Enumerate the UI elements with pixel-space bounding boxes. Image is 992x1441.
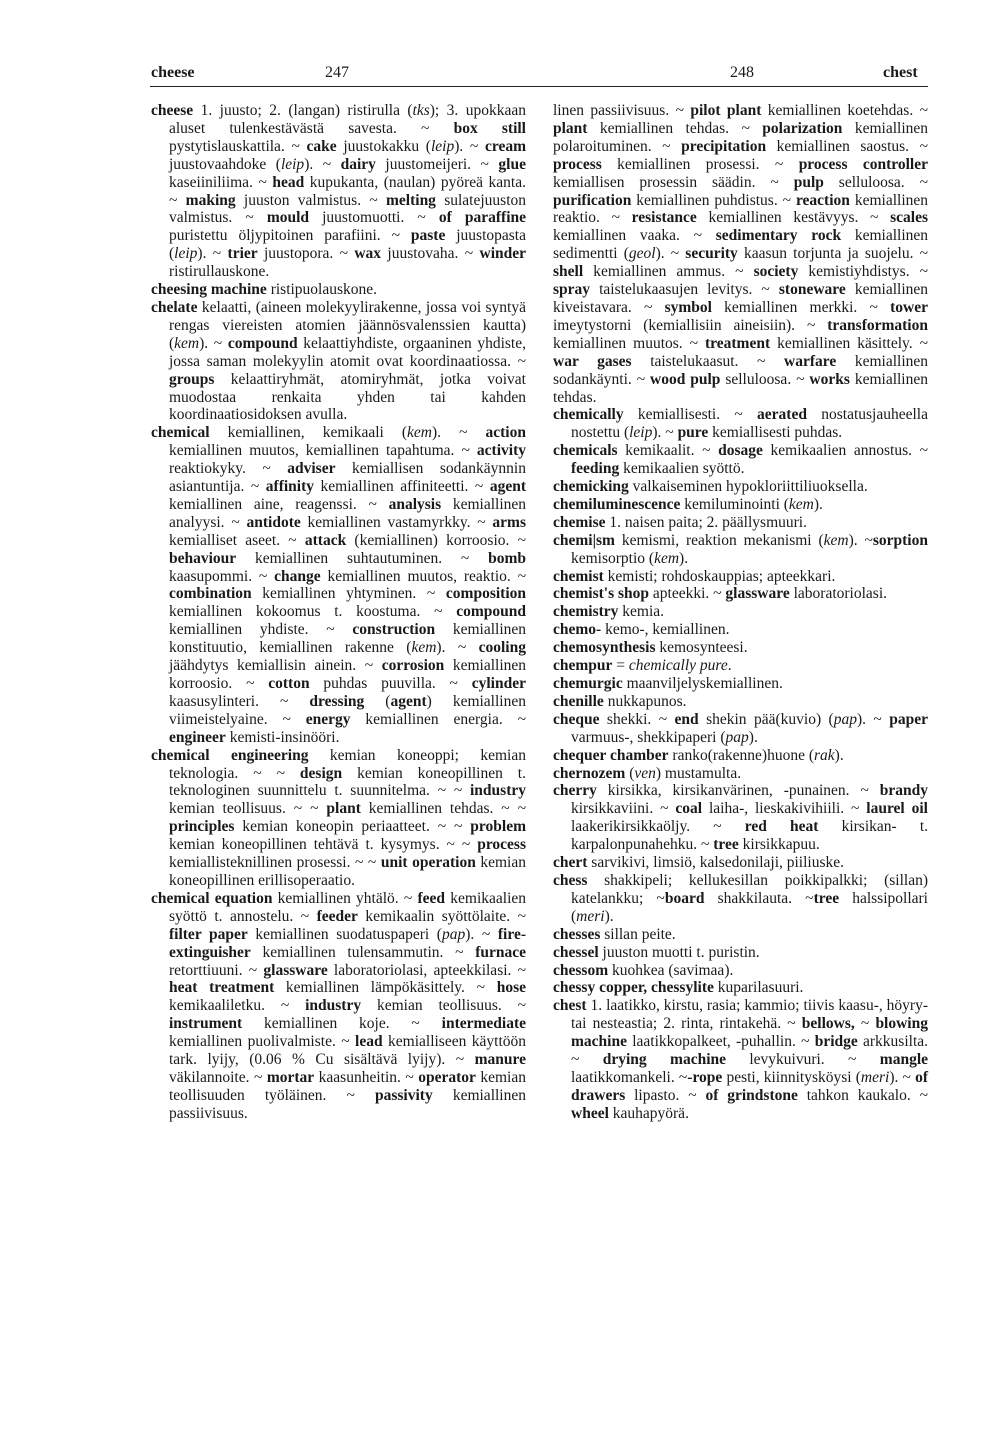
dictionary-entry: chenille nukkapunos. xyxy=(553,692,687,710)
dictionary-entry: cheesing machine ristipuolauskone. xyxy=(151,281,378,299)
dictionary-entry: chessy copper, chessylite kuparilasuuri. xyxy=(553,979,804,997)
right-guide-word: chest xyxy=(883,64,918,81)
dictionary-entry: chequer chamber ranko(rakenne)huone (rak). xyxy=(553,746,844,764)
dictionary-entry: chemi|sm kemismi, reaktion mekanismi (kem). ~sorption kemisorptio (kem). xyxy=(553,531,928,567)
right-page-number: 248 xyxy=(730,64,754,81)
dictionary-entry: cheque shekki. ~ end shekin pää(kuvio) (pap). ~ paper varmuus-, shekkipaperi (pap). xyxy=(553,710,928,746)
dictionary-entry: chemo- kemo-, kemiallinen. xyxy=(553,621,730,639)
dictionary-entry: chert sarvikivi, limsiö, kalsedonilaji, piiliuske. xyxy=(553,854,845,872)
dictionary-entry: chemosynthesis kemosynteesi. xyxy=(553,639,748,657)
dictionary-entry: chemiluminescence kemiluminointi (kem). xyxy=(553,495,823,513)
dictionary-entry: chelate kelaatti, (aineen molekyylirakenne, jossa voi syntyä rengas viereisten atomien jäännösvalenssien kautta) (kem). ~ compound kelaattiyhdiste, orgaaninen yhdiste, jossa saman molekyylin atomit ovat koordinaatiossa. ~ groups kelaattiryhmät, atomiryhmät, jotka voivat muodostaa renkaita yhden tai kahden koordinaatiosidoksen avulla. xyxy=(151,298,526,424)
dictionary-entry: cheese 1. juusto; 2. (langan) ristirulla (tks); 3. upokkaan aluset tulenkestävästä savesta. ~ box still pystytislauskattila. ~ cake juustokakku (leip). ~ cream juustovaahdoke (leip). ~ dairy juustomeijeri. ~ glue kaseiiniliima. ~ head kupukanta, (naulan) pyöreä kanta. ~ making juuston valmistus. ~ melting sulatejuuston valmistus. ~ mould juustomuotti. ~ of paraffine puristettu öljypitoinen parafiini. ~ paste juustopasta (leip). ~ trier juustopora. ~ wax juustovaha. ~ winder ristirullauskone. xyxy=(151,102,526,281)
dictionary-entry: chernozem (ven) mustamulta. xyxy=(553,764,742,782)
dictionary-entry: chemical engineering kemian koneoppi; kemian teknologia. ~ ~ design kemian koneopillinen t. teknologinen suunnittelu t. suunnitelma. ~ ~ industry kemian teollisuus. ~ ~ plant kemiallinen tehdas. ~ ~ principles kemian koneopin periaatteet. ~ ~ problem kemian koneopillinen tehtävä t. kysymys. ~ ~ process kemiallisteknillinen prosessi. ~ ~ unit operation kemian koneopillinen erillisoperaatio. xyxy=(151,746,526,889)
left-page-number: 247 xyxy=(325,64,349,81)
dictionary-entry: chemically kemiallisesti. ~ aerated nostatusjauheella nostettu (leip). ~ pure kemiallisesti puhdas. xyxy=(553,406,928,442)
dictionary-entry: chemist kemisti; rohdoskauppias; apteekkari. xyxy=(553,567,836,585)
dictionary-entry: chemicals kemikaalit. ~ dosage kemikaalien annostus. ~ feeding kemikaalien syöttö. xyxy=(553,442,928,478)
dictionary-entry: chemical kemiallinen, kemikaali (kem). ~ action kemiallinen muutos, kemiallinen tapahtuma. ~ activity reaktiokyky. ~ adviser kemiallisen sodankäynnin asiantuntija. ~ affinity kemiallinen affiniteetti. ~ agent kemiallinen aine, reagenssi. ~ analysis kemiallinen analyysi. ~ antidote kemiallinen vastamyrkky. ~ arms kemialliset aseet. ~ attack (kemiallinen) korroosio. ~ behaviour kemiallinen suhtautuminen. ~ bomb kaasupommi. ~ change kemiallinen muutos, reaktio. ~ combination kemiallinen yhtyminen. ~ composition kemiallinen kokoomus t. koostuma. ~ compound kemiallinen yhdiste. ~ construction kemiallinen konstituutio, kemiallinen rakenne (kem). ~ cooling jäähdytys kemiallisin ainein. ~ corrosion kemiallinen korroosio. ~ cotton puhdas puuvilla. ~ cylinder kaasusylinteri. ~ dressing (agent) kemiallinen viimeistelyaine. ~ energy kemiallinen energia. ~ engineer kemisti-insinööri. xyxy=(151,424,527,746)
dictionary-entry: chessel juuston muotti t. puristin. xyxy=(553,943,760,961)
dictionary-entry: chest 1. laatikko, kirstu, rasia; kammio; tiivis kaasu-, höyry- tai nesteastia; 2. rinta, rintakehä. ~ bellows, ~ blowing machine laatikkopalkeet, -puhallin. ~ bridge arkkusilta. ~ drying machine levykuivuri. ~ mangle laatikkomankeli. ~-rope pesti, kiinnitysköysi (meri). ~ of drawers lipasto. ~ of grindstone tahkon kaukalo. ~ wheel kauhapyörä. xyxy=(553,997,929,1122)
dictionary-entry: chemist's shop apteekki. ~ glassware laboratoriolasi. xyxy=(553,585,887,603)
right-column xyxy=(553,102,928,1123)
dictionary-entry: cherry kirsikka, kirsikanvärinen, -punainen. ~ brandy kirsikkaviini. ~ coal laiha-, lieskakivihiili. ~ laurel oil laakerikirsikkaöljy. ~ red heat kirsikan- t. karpalonpunahehku. ~ tree kirsikkapuu. xyxy=(553,782,929,854)
dictionary-entry: chemicking valkaiseminen hypokloriittiliuoksella. xyxy=(553,478,868,496)
header-rule xyxy=(150,86,928,87)
dictionary-entry: linen passiivisuus. ~ pilot plant kemiallinen koetehdas. ~ plant kemiallinen tehdas. ~ polarization kemiallinen polaroituminen. ~ precipitation kemiallinen saostus. ~ process kemiallinen prosessi. ~ process controller kemiallisen prosessin säädin. ~ pulp selluloosa. ~ purification kemiallinen puhdistus. ~ reaction kemiallinen reaktio. ~ resistance kemiallinen kestävyys. ~ scales kemiallinen vaaka. ~ sedimentary rock kemiallinen sedimentti (geol). ~ security kaasun torjunta ja suojelu. ~ shell kemiallinen ammus. ~ society kemistiyhdistys. ~ spray taistelukaasujen levitys. ~ stoneware kemiallinen kiveistavara. ~ symbol kemiallinen merkki. ~ tower imeytystorni (kemiallisiin aineisiin). ~ transformation kemiallinen muutos. ~ treatment kemiallinen käsittely. ~ war gases taistelukaasut. ~ warfare kemiallinen sodankäynti. ~ wood pulp selluloosa. ~ works kemiallinen tehdas. xyxy=(553,102,929,406)
dictionary-entry: chemical equation kemiallinen yhtälö. ~ feed kemikaalien syöttö t. annostelu. ~ feeder kemikaalin syöttölaite. ~ filter paper kemiallinen suodatuspaperi (pap). ~ fire-extinguisher kemiallinen tulensammutin. ~ furnace retorttiuuni. ~ glassware laboratoriolasi, apteekkilasi. ~ heat treatment kemiallinen lämpökäsittely. ~ hose kemikaaliletku. ~ industry kemian teollisuus. ~ instrument kemiallinen koje. ~ intermediate kemiallinen puolivalmiste. ~ lead kemialliseen käyttöön tark. lyijy, (0.06 % Cu sisältävä lyijy). ~ manure väkilannoite. ~ mortar kaasunheitin. ~ operator kemian teollisuuden työläinen. ~ passivity kemiallinen passiivisuus. xyxy=(151,889,527,1122)
dictionary-entry: chemise 1. naisen paita; 2. päällysmuuri. xyxy=(553,513,807,531)
dictionary-entry: chessom kuohkea (savimaa). xyxy=(553,961,734,979)
left-guide-word: cheese xyxy=(151,64,195,81)
dictionary-entry: chempur = chemically pure. xyxy=(553,657,732,675)
left-column xyxy=(151,102,526,1123)
dictionary-entry: chess shakkipeli; kellukesillan poikkipalkki; (sillan) katelankku; ~board shakkilauta. ~tree halssipollari (meri). xyxy=(553,871,928,925)
dictionary-entry: chemistry kemia. xyxy=(553,603,665,621)
dictionary-entry: chesses sillan peite. xyxy=(553,925,676,943)
dictionary-entry: chemurgic maanviljelyskemiallinen. xyxy=(553,675,783,692)
